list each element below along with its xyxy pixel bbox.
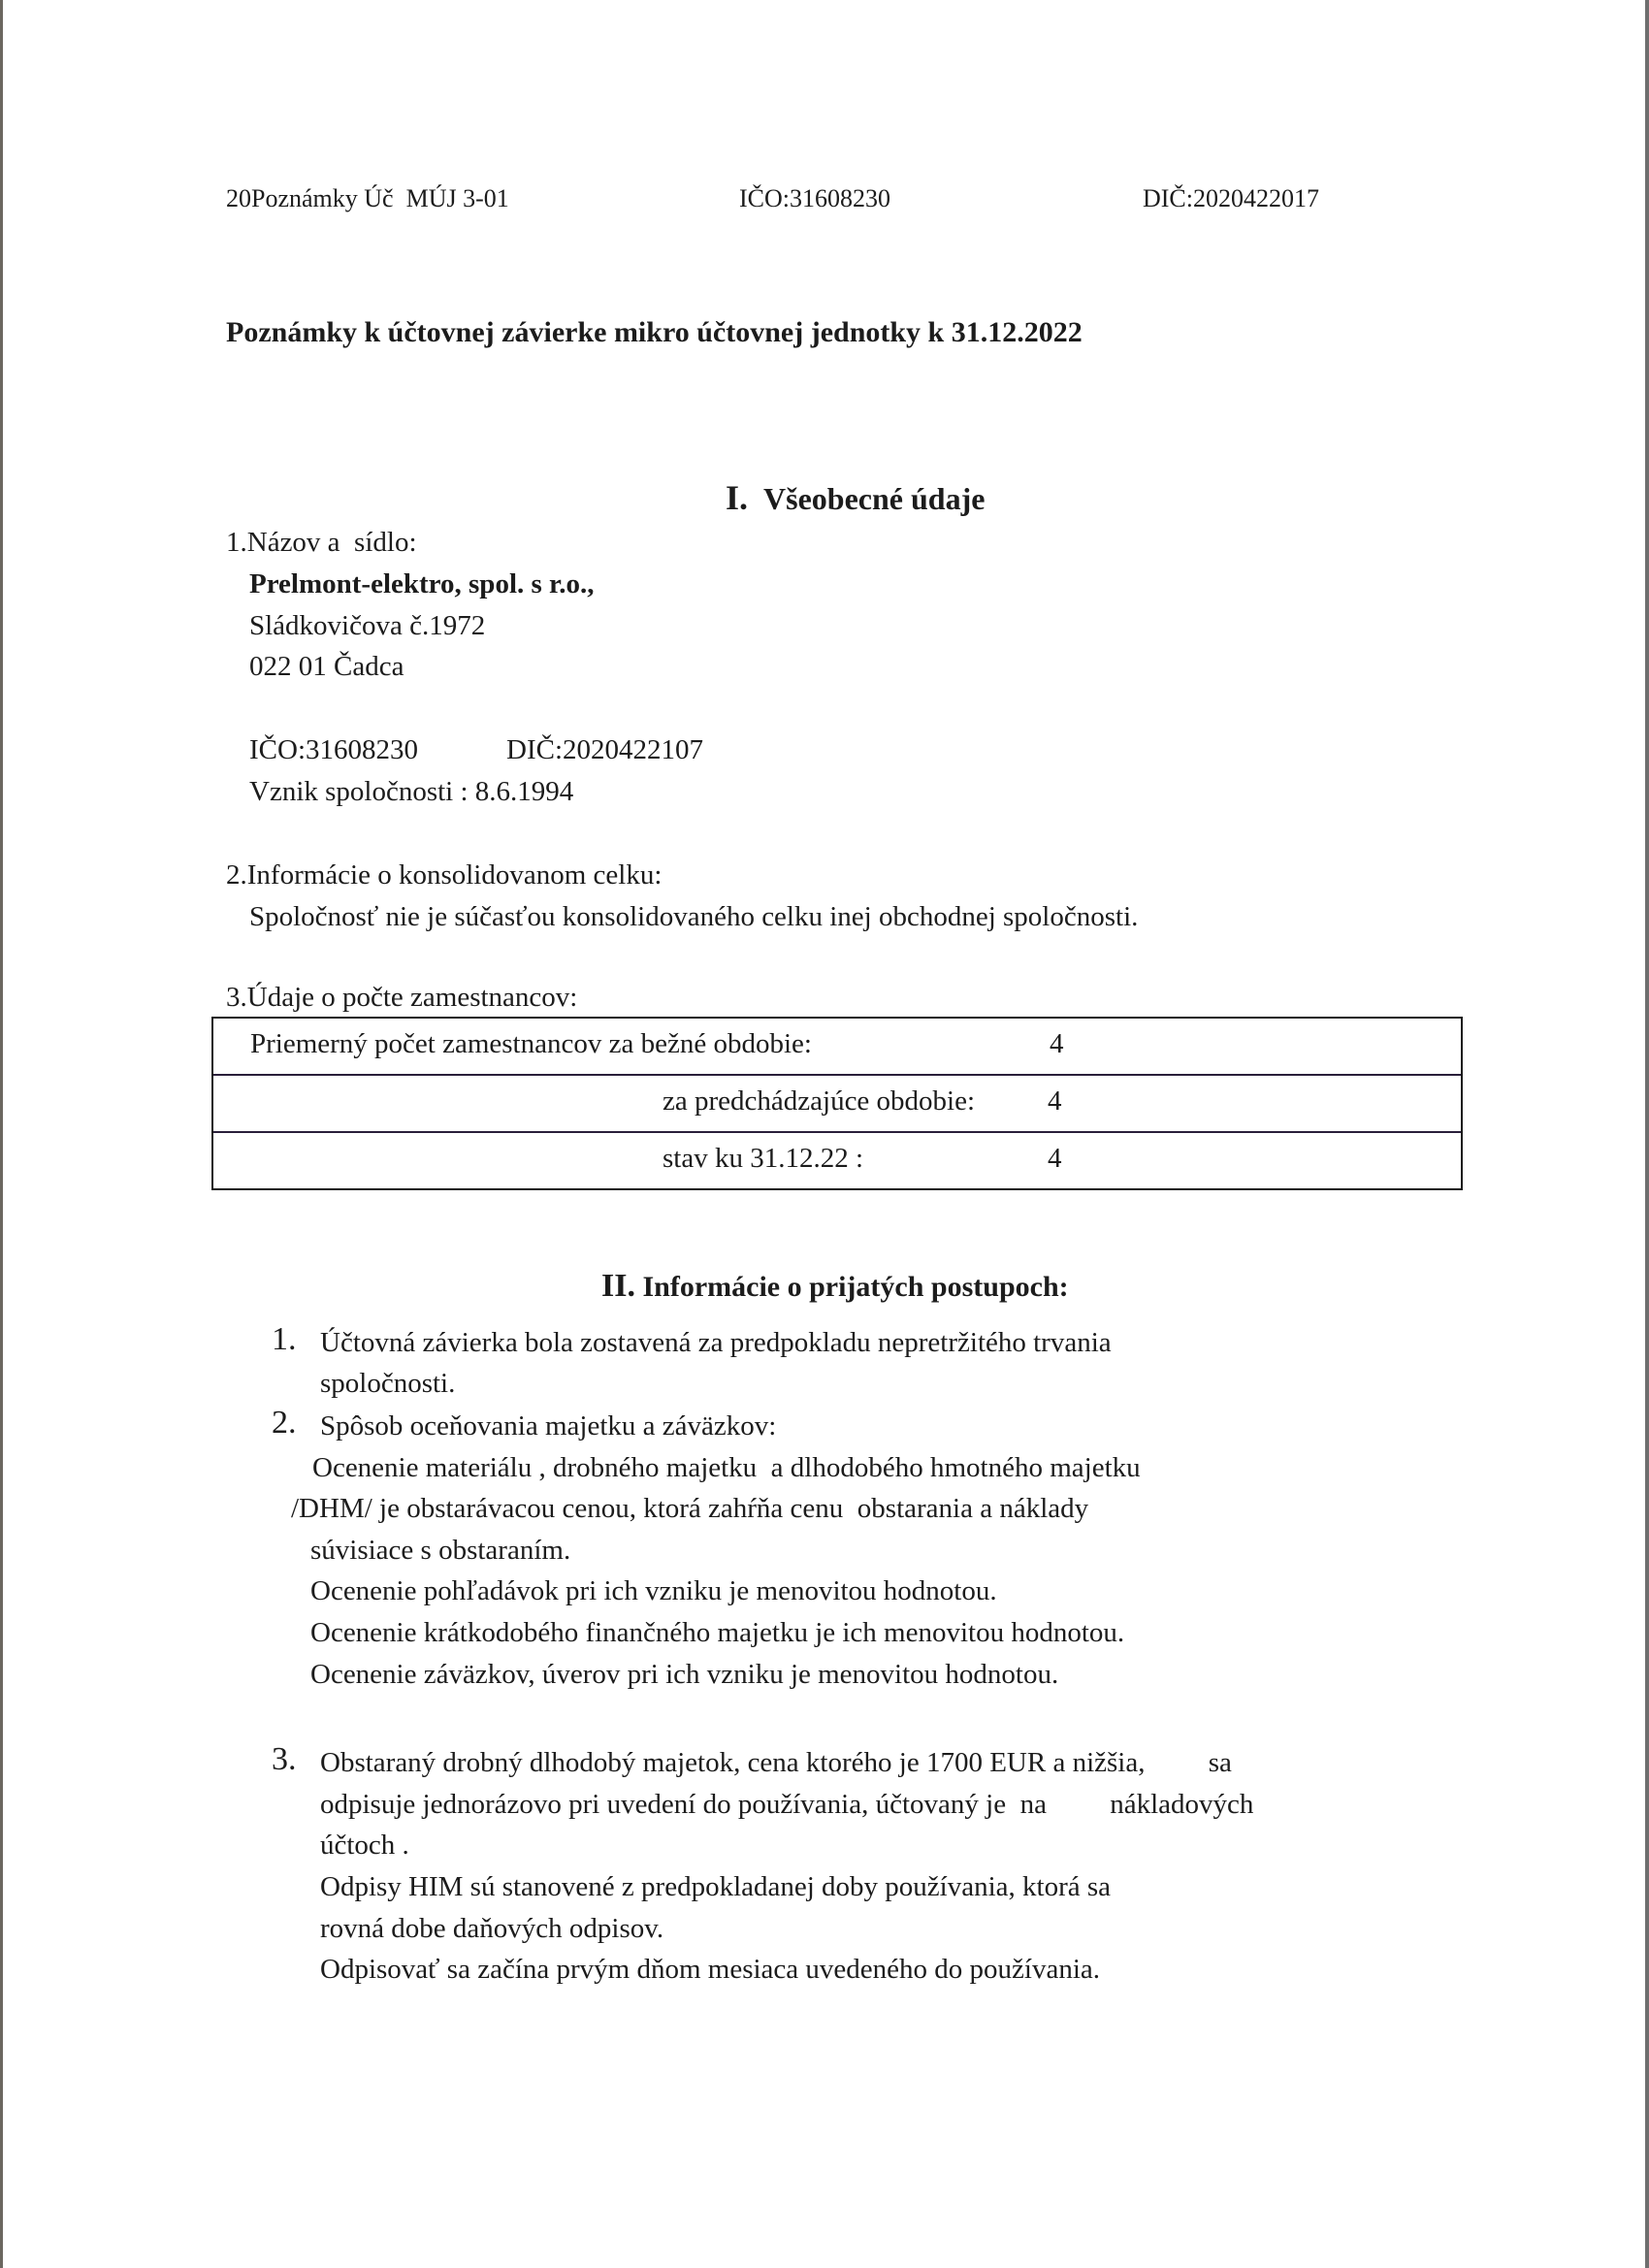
policy-2-line: Spôsob oceňovania majetku a záväzkov: (320, 1410, 777, 1442)
table-row-label: stav ku 31.12.22 : (663, 1143, 864, 1174)
policy-2-line: Ocenenie pohľadávok pri ich vzniku je menovitou hodnotou. (310, 1575, 997, 1606)
company-founded: Vznik spoločnosti : 8.6.1994 (249, 776, 574, 807)
item-1-label: 1.Názov a sídlo: (226, 527, 417, 558)
table-row (213, 1019, 1461, 1074)
document-title: Poznámky k účtovnej závierke mikro účtovnej jednotky k 31.12.2022 (226, 316, 1083, 348)
policy-1-number: 1. (272, 1321, 297, 1357)
section-1-heading (710, 441, 985, 518)
section-2-title: Informácie o prijatých postupoch: (642, 1271, 1069, 1303)
header-ico: IČO:31608230 (739, 184, 890, 212)
policy-2-line: súvisiace s obstaraním. (310, 1535, 571, 1566)
policy-2-line: /DHM/ je obstarávacou cenou, ktorá zahŕňa cenu obstarania a náklady (291, 1493, 1089, 1524)
policy-1-line: Účtovná závierka bola zostavená za predpokladu nepretržitého trvania (320, 1327, 1112, 1358)
section-2-roman: II. (601, 1268, 635, 1304)
section-2-heading (587, 1235, 1069, 1305)
header-doc-ref: 20Poznámky Úč MÚJ 3-01 (226, 184, 509, 212)
company-ico: IČO:31608230 (249, 734, 418, 765)
policy-2-line: Ocenenie materiálu , drobného majetku a dlhodobého hmotného majetku (312, 1452, 1141, 1483)
section-1-title: Všeobecné údaje (763, 481, 986, 516)
employee-count-table (211, 1017, 1463, 1190)
table-row-label: za predchádzajúce obdobie: (663, 1085, 976, 1117)
item-2-text: Spoločnosť nie je súčasťou konsolidovaného celku inej obchodnej spoločnosti. (249, 901, 1139, 932)
policy-2-line: Ocenenie záväzkov, úverov pri ich vzniku je menovitou hodnotou. (310, 1659, 1059, 1690)
section-1-roman: I. (726, 478, 749, 517)
policy-3-line: účtoch . (320, 1830, 409, 1861)
policy-3-line: Odpisy HIM sú stanovené z predpokladanej doby používania, ktorá sa (320, 1871, 1112, 1902)
policy-1-line: spoločnosti. (320, 1368, 456, 1399)
company-dic: DIČ:2020422107 (506, 734, 703, 765)
company-name: Prelmont-elektro, spol. s r.o., (249, 568, 595, 599)
item-3-label: 3.Údaje o počte zamestnancov: (226, 982, 578, 1013)
policy-2-number: 2. (272, 1405, 297, 1441)
table-row (213, 1131, 1461, 1188)
policy-3-line: Odpisovať sa začína prvým dňom mesiaca uvedeného do používania. (320, 1954, 1100, 1985)
policy-3-number: 3. (272, 1741, 297, 1777)
policy-3-line: Obstaraný drobný dlhodobý majetok, cena ktorého je 1700 EUR a nižšia, sa (320, 1747, 1232, 1778)
policy-2-line: Ocenenie krátkodobého finančného majetku je ich menovitou hodnotou. (310, 1617, 1125, 1648)
company-street: Sládkovičova č.1972 (249, 610, 486, 641)
table-row-value: 4 (1048, 1143, 1062, 1174)
table-row-value: 4 (1048, 1085, 1062, 1117)
policy-3-line: rovná dobe daňových odpisov. (320, 1913, 664, 1944)
company-city: 022 01 Čadca (249, 651, 404, 682)
header-dic: DIČ:2020422017 (1143, 184, 1319, 212)
item-2-label: 2.Informácie o konsolidovanom celku: (226, 859, 663, 891)
table-row-value: 4 (1050, 1028, 1064, 1059)
scan-edge-left (0, 0, 3, 2268)
scan-edge-right (1645, 0, 1649, 2268)
table-row (213, 1074, 1461, 1131)
policy-3-line: odpisuje jednorázovo pri uvedení do používania, účtovaný je na nákladových (320, 1789, 1254, 1820)
table-row-label: Priemerný počet zamestnancov za bežné obdobie: (250, 1028, 812, 1059)
